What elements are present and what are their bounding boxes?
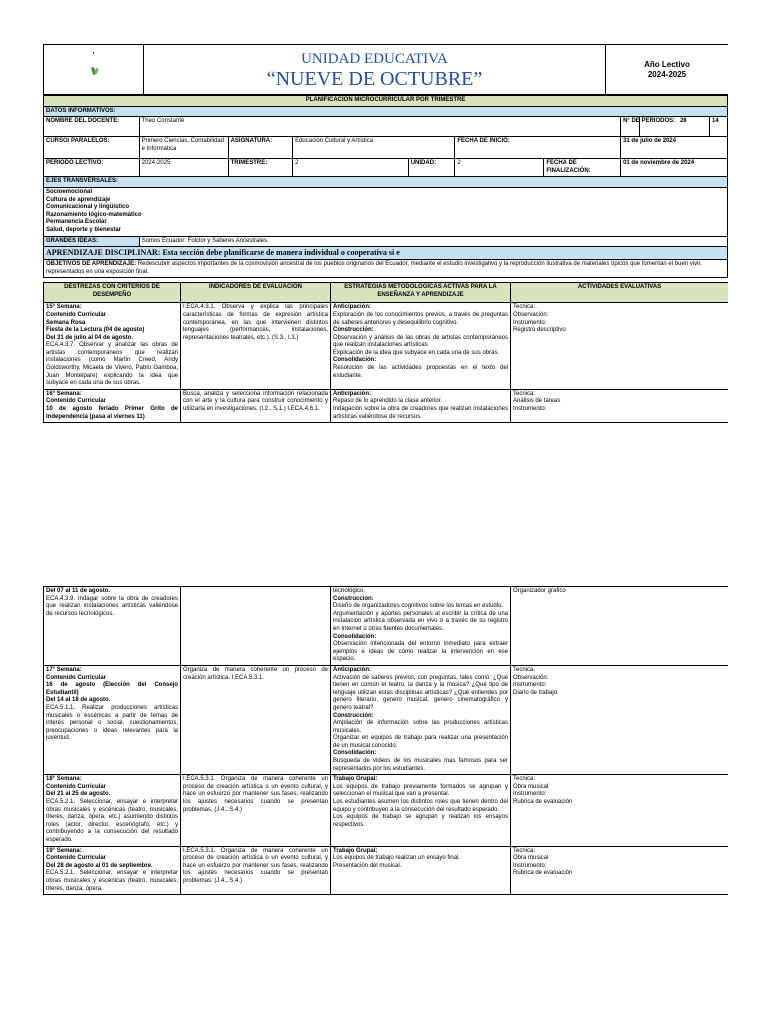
destreza-heading: Contenido Curricular (46, 398, 107, 405)
trimestre-value: 2 (293, 159, 409, 177)
destreza-heading: 16° Semana: (46, 390, 82, 397)
actividades-cell (511, 303, 729, 390)
actividad-item: Registro descriptivo (513, 327, 566, 334)
estrategia-heading: Anticipación: (333, 666, 372, 673)
ejes-list (44, 187, 728, 236)
estrategia-text: Presentación del musical. (333, 862, 402, 869)
actividades-cell (511, 846, 729, 895)
indicador-cell: I.ECA.5.3.1. Organiza de manera coherente un proceso de creación artística o un evento cultural, y hace un esfuerzo por mantener sus fases, realizando los ajustes necesarios cuando se presentan problemas. (J.4., S.4.) (181, 846, 331, 895)
periodos-value: 28 (639, 117, 709, 137)
destreza-text: ECA.5.2.1. Seleccionar, ensayar e interpretar obras musicales y escénicas (teatro, musicales, títeres, danza, ópera, etc.) asumiendo distintos roles (actor, director, escenógrafo, etc.) y contribuyendo a la consecución del resultado esperado. (46, 799, 178, 843)
actividad-item: Tecnica: (513, 390, 536, 397)
inicio-value: 31 de julio de 2024 (621, 137, 728, 159)
estrategia-text: Repaso de lo aprendido la clase anterior. (333, 398, 443, 405)
actividad-item: Organizador grafico (513, 588, 566, 594)
estrategia-heading: Consolidación: (333, 633, 377, 640)
estrategia-text: Observación intencionada del entorno inmediato para extraer ejemplos e ideas de cómo realizar la intervención en ese espacio. (333, 641, 508, 663)
destrezas-cell (44, 846, 181, 895)
planning-table-page1 (43, 282, 728, 423)
year-label: Año Lectivo (644, 59, 690, 69)
estrategia-text: Busqueda de videos de los musicales mas famosos para ser representados por los estudiantes. (333, 758, 508, 772)
fin-value: 01 de noviembre de 2024 (621, 159, 728, 177)
estrategia-heading: Anticipación: (333, 304, 372, 311)
docente-label: NOMBRE DEL DOCENTE: (44, 117, 140, 137)
estrategia-text: Explicación de la idea que subyace en cada una de sus obras. (333, 349, 500, 356)
estrategia-text: Los equipos de trabajo previamente formados se agrupan y seleccionan el musical que van a presentar. (333, 783, 508, 798)
estrategia-heading: Construcción: (333, 595, 374, 602)
destrezas-cell (44, 775, 181, 846)
indicador-cell: I.ECA.4.3.1. Observa y explica las principales características de formas de expresión artística contemporánea, en las que intervienen distintos lenguajes (performances, instalaciones, representaciones teatrales, etc.). (S.3., I.3.) (181, 303, 331, 390)
ejes-label: EJES TRANSVERSALES: (44, 177, 728, 188)
estrategia-text: Exploración de los conocimientos previos, a través de preguntas de saberes anteriores y desequilibrio cognitivo. (333, 311, 508, 326)
destreza-text: ECA.4.3.9. Indagar sobre la obra de creadores que realizan instalaciones artísticas valiéndose de recursos tecnológicos. (46, 595, 178, 617)
asignatura-label: ASIGNATURA: (228, 137, 292, 159)
estrategias-cell (331, 303, 511, 390)
estrategia-text: Ampliación de información sobre las producciones artísticas musicales. (333, 720, 508, 734)
actividad-item: Observación: (513, 311, 549, 318)
trimestre-label: TRIMESTRE: (228, 159, 292, 177)
actividad-item: Tecnica: (513, 666, 536, 673)
info-section-label: DATOS INFORMATIVOS: (44, 106, 728, 117)
estrategia-heading: Construcción: (333, 712, 374, 719)
docente-value: Theo Constante (139, 117, 620, 137)
plan-title: PLANIFICACIÓN MICROCURRICULAR POR TRIMESTRE (44, 96, 728, 107)
eje-item: Cultura de aprendizaje (46, 196, 111, 203)
indicador-cell (181, 587, 331, 666)
destreza-heading: 16 de agosto (Elección del Consejo Estudiantil) (46, 682, 178, 696)
destreza-heading: Contenido Curricular (46, 855, 107, 862)
estrategia-text: Los estudiantes asumen los distintos roles que tienen dentro del equipo y contribuyen a la consecución del resultado esperado. (333, 799, 508, 813)
destrezas-cell (44, 587, 181, 666)
actividad-item: Diario de trabajo (513, 689, 558, 696)
estrategia-text: Indagación sobre la obra de creadores que realizan instalaciones artísticas valiéndose de recursos (333, 406, 508, 420)
actividad-item: Rubrica de evaluación (513, 870, 573, 877)
estrategia-text: Activación de saberes previos, con preguntas, tales como: ¿Qué tienen en común el teatro, la danza y la música? ¿Qué tipo de lenguaje utilizan estas disciplinas artísticas? ¿Qué entiendes por genero literario, genero musical, genero cinematográfico y genero teatral? (333, 674, 508, 711)
actividad-item: Obra musical (513, 855, 549, 862)
destreza-heading: Del 14 al 18 de agosto. (46, 697, 111, 704)
destreza-heading: 15° Semana: (46, 304, 82, 311)
actividad-item: Rubrica de evaluación (513, 799, 573, 806)
periodo-value: 2024-2025 (139, 159, 228, 177)
destrezas-cell (44, 665, 181, 774)
planning-table-page2 (43, 586, 728, 895)
aprendizaje-disciplinar: APRENDIZAJE DISCIPLINAR: Esta sección debe planificarse de manera individual o cooperativa si e (44, 247, 728, 260)
inicio-label: FECHA DE INICIO: (455, 137, 621, 159)
destrezas-cell (44, 303, 181, 390)
actividades-cell (511, 775, 729, 846)
estrategia-heading: Trabajo Grupal: (333, 847, 378, 854)
eje-item: Salud, deporte y bienestar (46, 226, 122, 233)
table-row (44, 665, 729, 774)
destrezas-cell (44, 389, 181, 422)
info-table (43, 95, 728, 278)
grandes-ideas-label: GRANDES IDEAS: (44, 236, 140, 247)
school-line1: UNIDAD EDUCATIVA (301, 50, 448, 67)
actividad-item: Tecnica: (513, 776, 536, 783)
objetivos-value: Redescubrir aspectos importantes de la cosmovisión ancestral de los pueblos originarios del Ecuador, mediante el estudio investigativo y la reproducción ilustrativa de materiales típicos que fomentan el buen vivir, representados en una exposición final. (46, 261, 702, 275)
destreza-heading: Semana Rosa (46, 319, 86, 326)
destreza-text: ECA.5.1.1. Realizar producciones artísticas musicales o escénicas a partir de temas de interés personal o social, cuestionamientos, preocupaciones o ideas relevantes para la juventud. (46, 704, 178, 742)
estrategias-cell (331, 775, 511, 846)
estrategias-cell (331, 846, 511, 895)
school-line2: “NUEVE DE OCTUBRE” (266, 67, 483, 90)
eje-item: Socioemocional (46, 188, 93, 195)
school-name-cell (144, 45, 606, 95)
estrategia-heading: Trabajo Grupal: (333, 776, 378, 783)
destreza-heading: Contenido Curricular (46, 783, 107, 790)
school-year-cell (606, 45, 729, 95)
destreza-heading: Contenido Curricular (46, 311, 107, 318)
destreza-heading: Del 07 al 11 de agosto. (46, 588, 111, 594)
school-logo-cell (44, 45, 144, 95)
actividades-cell (511, 665, 729, 774)
eje-item: Permanencia Escolar (46, 219, 107, 226)
destreza-text: ECA.5.2.1. Seleccionar, ensayar e interpretar obras musicales y escénicas (teatro, musicales, títeres, danza, ópera, (46, 870, 178, 892)
estrategia-text: tecnológico. (333, 588, 366, 594)
actividad-item: Instrumento: (513, 406, 547, 413)
actividad-item: Instrumento: (513, 862, 547, 869)
unidad-label: UNIDAD: (408, 159, 455, 177)
periodos-label: N° DE PERIODOS: (621, 117, 640, 137)
periodo-label: PERIODO LECTIVO: (44, 159, 140, 177)
actividades-cell (511, 587, 729, 666)
actividades-cell (511, 389, 729, 422)
estrategia-text: Diseño de organizadores cognitivos sobre los temas en estudio. (333, 603, 504, 610)
col-header-destrezas: DESTREZAS CON CRITERIOS DE DESEMPEÑO (44, 283, 181, 303)
destreza-heading: 10 de agosto feriado Primer Grito de Independencia (pasa al viernes 11) (46, 406, 178, 420)
year-value: 2024-2025 (647, 69, 687, 79)
eje-item: Comunicacional y lingüístico (46, 204, 130, 211)
estrategia-heading: Consolidación: (333, 750, 377, 757)
actividad-item: Tecnica: (513, 304, 536, 311)
col-header-actividades: ACTIVIDADES EVALUATIVAS (511, 283, 729, 303)
destreza-heading: Contenido Curricular (46, 674, 107, 681)
destreza-heading: Fiesta de la Lectura (04 de agosto) (46, 327, 145, 334)
destreza-heading: 18° Semana: (46, 776, 82, 783)
destreza-heading: 17° Semana: (46, 666, 82, 673)
indicador-cell: Organiza de manera coherente un proceso de creación artística. I.ECA.5.3.1. (181, 665, 331, 774)
actividad-item: Obra musical (513, 783, 549, 790)
indicador-cell: I.ECA.5.3.1. Organiza de manera coherente un proceso de creación artística o un evento cultural, y hace un esfuerzo por mantener sus fases, realizando los ajustes necesarios cuando se presentan problemas. (J.4., S.4.) (181, 775, 331, 846)
estrategias-cell (331, 587, 511, 666)
destreza-heading: Del 28 de agosto al 01 de septiembre. (46, 862, 153, 869)
fin-label: FECHA DE FINALIZACIÓN: (544, 159, 621, 177)
estrategia-text: Argumentación y aportes personales al escribir la crítica de una instalación artística observada en vivo o a través de su registro en Internet u otras fuentes documentales. (333, 610, 508, 632)
curso-value: Primero Ciencias, Contabilidad e Informática (139, 137, 228, 159)
actividad-item: Instrumento: (513, 682, 547, 689)
eje-item: Razonamiento lógico-matemático (46, 211, 142, 218)
header-table (43, 44, 728, 95)
table-row (44, 775, 729, 846)
table-row (44, 389, 729, 422)
estrategia-heading: Consolidación: (333, 357, 377, 364)
actividad-item: Análisis de tareas (513, 398, 561, 405)
estrategia-text: Organizar en equipos de trabajo para realizar una presentación de un musical conocido. (333, 735, 508, 749)
grandes-ideas-value: Somos Ecuador: Folclor y Saberes Ancestrales. (139, 236, 727, 247)
document-page-2 (43, 586, 728, 1024)
col-header-estrategias: ESTRATEGIAS METODOLÓGICAS ACTIVAS PARA LA ENSEÑANZA Y APRENDIZAJE (331, 283, 511, 303)
estrategia-heading: Construcción: (333, 327, 374, 334)
curso-label: CURSO/ PARALELOS: (44, 137, 140, 159)
unidad-value: 2 (455, 159, 544, 177)
destreza-text: ECA.4.3.7. Observar y analizar las obras de artistas contemporáneos que realizan instalaciones (como Martin Creed, Andy Goldsworthy, Micaela de Vivero, Pablo Gamboa, Juan Montelpare) explicando la idea que subyace en cada una de sus obras. (46, 342, 178, 387)
actividad-item: Instrumento: (513, 791, 547, 798)
estrategia-text: Resolución de las actividades propuestas en el texto del estudiante. (333, 365, 508, 379)
document-page-1 (43, 44, 728, 498)
destreza-heading: Del 31 de julio al 04 de agosto. (46, 334, 134, 341)
table-row (44, 846, 729, 895)
objetivos-cell (44, 260, 728, 278)
estrategia-text: Los equipos de trabajo se agrupan y realizan los ensayos respectivos. (333, 814, 508, 828)
table-row (44, 587, 729, 666)
asignatura-value: Educación Cultural y Artística (293, 137, 455, 159)
actividad-item: Instrumento: (513, 319, 547, 326)
estrategias-cell (331, 665, 511, 774)
semanas-value: 14 (710, 117, 728, 137)
objetivos-label: OBJETIVOS DE APRENDIZAJE: (46, 261, 137, 268)
indicador-cell: Busca, analiza y selecciona información relacionada con el arte y la cultura para construir conocimiento y utilizarla en investigaciones. (I.2., S.1.) I.ECA.4.6.1. (181, 389, 331, 422)
destreza-heading: 19° Semana: (46, 847, 82, 854)
school-logo (79, 50, 109, 90)
estrategias-cell (331, 389, 511, 422)
destreza-heading: Del 21 al 25 de agosto. (46, 791, 111, 798)
estrategia-text: Observación y análisis de las obras de artistas contemporáneos que realizan instalaciones artísticas (333, 334, 508, 349)
table-row (44, 303, 729, 390)
estrategia-heading: Anticipación: (333, 390, 372, 397)
estrategia-text: Los equipos de trabajo realizan un ensayo final. (333, 855, 461, 862)
actividad-item: Observación: (513, 674, 549, 681)
col-header-indicadores: INDICADORES DE EVALUACIÓN (181, 283, 331, 303)
actividad-item: Tecnica: (513, 847, 536, 854)
